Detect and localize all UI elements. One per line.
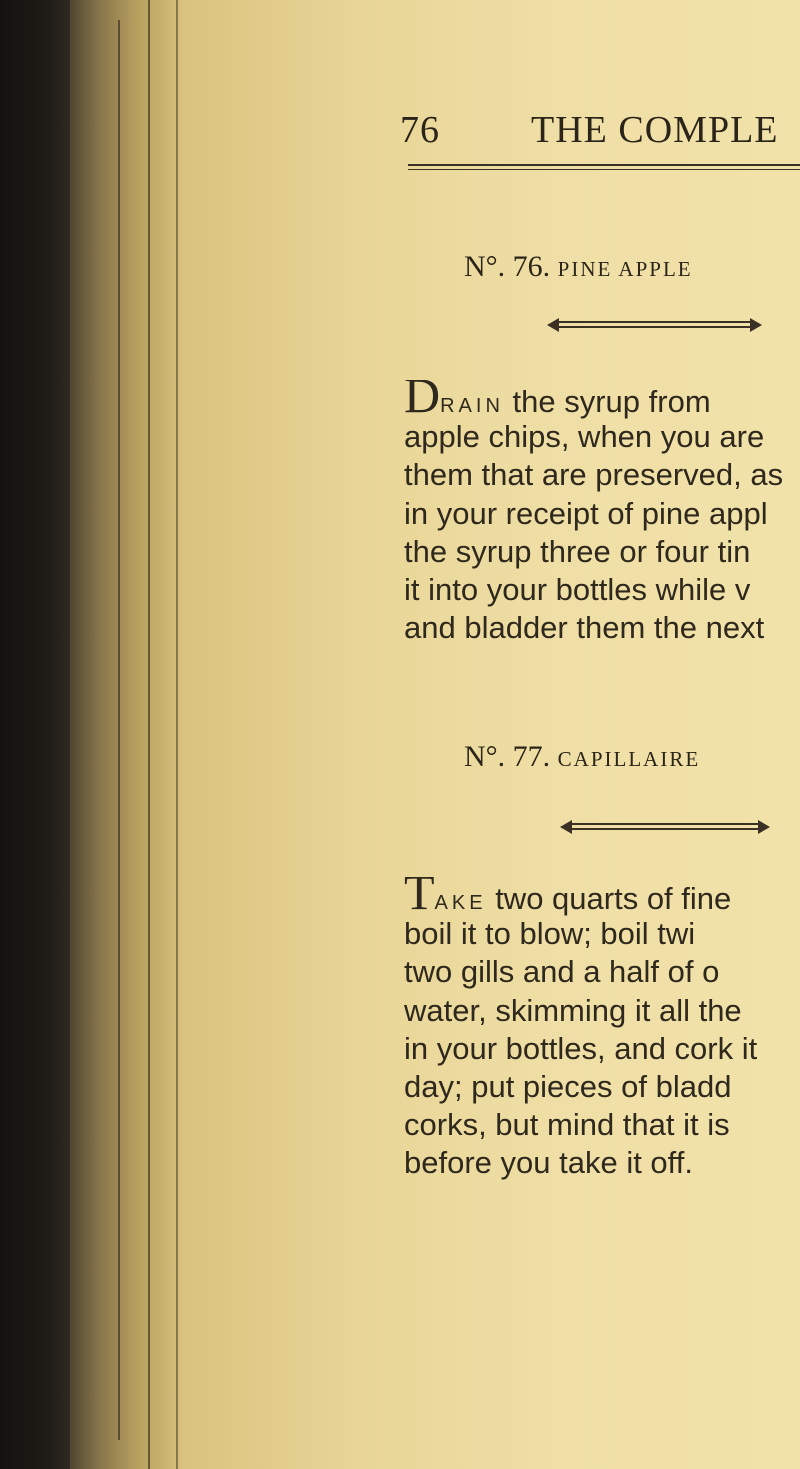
recipe-body-77 — [404, 877, 800, 1183]
recipe-number-label: N°. — [464, 250, 506, 283]
recipe-number: 77. — [512, 740, 551, 773]
text-line: and bladder them the next — [404, 610, 765, 646]
text-line: two gills and a half of o — [404, 954, 720, 990]
text-line: water, skimming it all the — [404, 992, 742, 1028]
text-line: boil it to blow; boil twi — [404, 916, 696, 952]
text-line: the syrup three or four tin — [404, 533, 751, 569]
first-line — [404, 877, 800, 920]
text-line: corks, but mind that it is — [404, 1107, 730, 1143]
text-line: it into your bottles while v — [404, 571, 751, 607]
recipe-number: 76. — [512, 250, 551, 283]
running-title: THE COMPLE — [531, 109, 779, 151]
first-line — [404, 380, 800, 423]
section-ornament — [547, 318, 762, 332]
recipe-title-76 — [464, 250, 800, 284]
header-rule — [408, 164, 800, 170]
text-line: apple chips, when you are — [404, 419, 765, 455]
page-number: 76 — [400, 109, 440, 151]
first-line-text: two quarts of fine — [486, 881, 732, 916]
first-line-text: the syrup from — [503, 384, 711, 419]
drop-cap: D — [404, 380, 441, 423]
lead-caps: AKE — [434, 892, 487, 914]
section-ornament — [560, 820, 770, 834]
text-line: them that are preserved, as — [404, 457, 784, 493]
recipe-name: PINE APPLE — [557, 257, 693, 281]
recipe-name: CAPILLAIRE — [557, 747, 701, 771]
recipe-body-76 — [404, 380, 800, 647]
text-line: day; put pieces of bladd — [404, 1068, 732, 1104]
recipe-title-77 — [464, 740, 800, 774]
recipe-number-label: N°. — [464, 740, 506, 773]
running-header — [400, 108, 800, 152]
text-line: in your bottles, and cork it — [404, 1030, 758, 1066]
lead-caps: RAIN — [440, 395, 504, 417]
text-line: before you take it off. — [404, 1145, 693, 1181]
drop-cap: T — [404, 877, 435, 920]
text-line: in your receipt of pine appl — [404, 495, 768, 531]
